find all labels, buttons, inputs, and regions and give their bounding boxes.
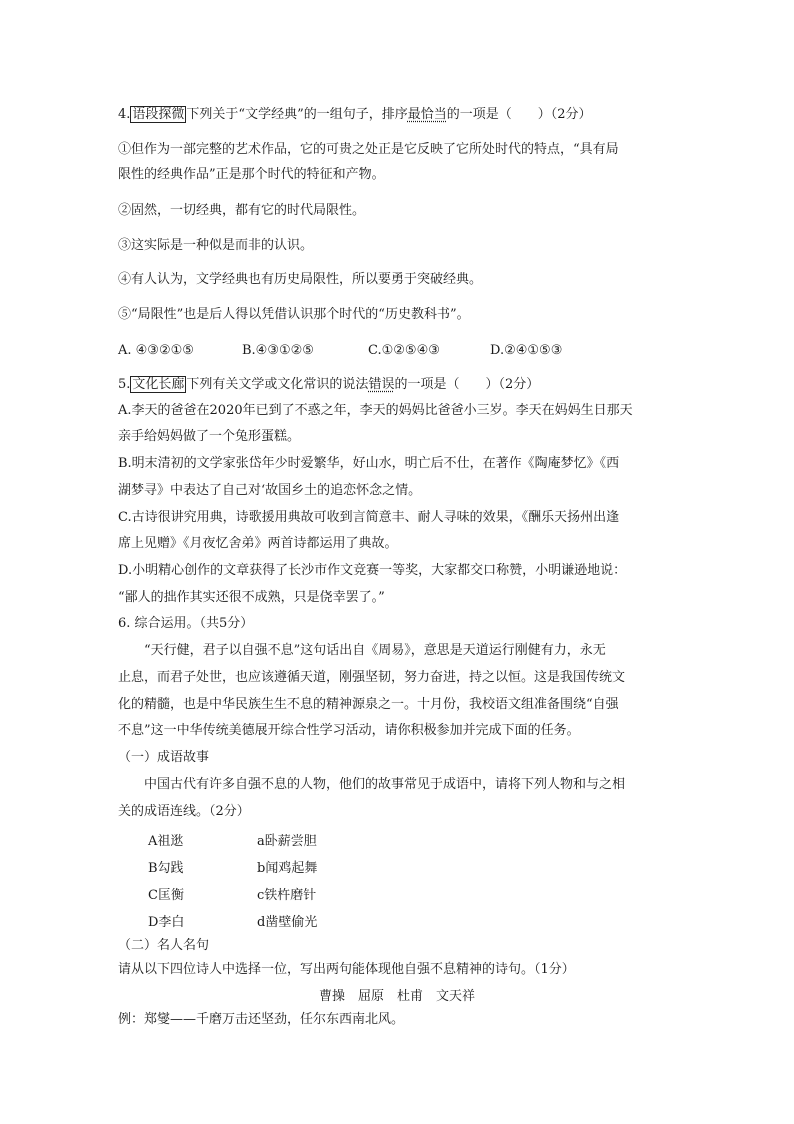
q5-option-b-line-1: B.明末清初的文学家张岱年少时爱繁华，好山水，明亡后不仕，在著作《陶庵梦忆》《西	[118, 456, 620, 471]
q6-paragraph-line-2: 止息，而君子处世，也应该遵循天道，刚强坚韧，努力奋进，持之以恒。这是我国传统文	[118, 670, 626, 685]
person-item: A祖逖	[148, 834, 184, 849]
q5-stem-emphasis: 错误	[368, 377, 395, 392]
q4-option-d: D.②④①⑤③	[490, 343, 563, 358]
q6-paragraph-line-3: 化的精髓，也是中华民族生生不息的精神源泉之一。十月份，我校语文组准备围绕“自强	[118, 697, 619, 712]
q6-paragraph-line-4: 不息”这一中华传统美德展开综合性学习活动，请你积极参加并完成下面的任务。	[118, 723, 580, 738]
q5-option-b-line-2: 湖梦寻》中表达了自己对‘故国乡土的追恋怀念之情。	[118, 483, 422, 498]
q4-stem-b: 的一项是（ ）（2分）	[446, 107, 592, 122]
q4-option-b: B.④③①②⑤	[242, 343, 314, 358]
q5-option-a-line-2: 亲手给妈妈做了一个兔形蛋糕。	[118, 429, 301, 444]
q4-sentence-1-line-1: ①但作为一部完整的艺术作品，它的可贵之处正是它反映了它所处时代的特点，“具有局	[118, 142, 619, 157]
poet-list: 曹操 屈原 杜甫 文天祥	[318, 989, 475, 1004]
q4-options	[118, 342, 584, 360]
idiom-item: a卧薪尝胆	[257, 834, 317, 849]
q4-sentence-4: ④有人认为，文学经典也有历史局限性，所以要勇于突破经典。	[118, 272, 483, 287]
q5-stem	[118, 376, 539, 394]
q4-option-c: C.①②⑤④③	[368, 343, 440, 358]
person-item: C匡衡	[148, 888, 184, 903]
idiom-item: c铁杵磨针	[257, 888, 317, 903]
q6-subsection-2-instruction: 请从以下四位诗人中选择一位，写出两句能体现他自强不息精神的诗句。（1分）	[118, 962, 575, 977]
idiom-item: d凿壁偷光	[257, 915, 318, 930]
q4-number: 4.	[118, 107, 131, 122]
q4-option-a: A. ④③②①⑤	[118, 343, 194, 358]
q5-stem-a: 下列有关文学或文化常识的说法	[186, 377, 369, 392]
q6-subsection-2-title: （二）名人名句	[118, 938, 210, 953]
idiom-item: b闻鸡起舞	[257, 861, 318, 876]
q4-stem-emphasis: 最恰当	[407, 107, 447, 122]
person-item: B勾践	[148, 861, 184, 876]
q4-tag: 语段探微	[132, 107, 185, 122]
q6-title: 6. 综合运用。（共5分）	[118, 616, 254, 631]
q5-option-d-line-1: D.小明精心创作的文章获得了长沙市作文竞赛一等奖，大家都交口称赞，小明谦逊地说：	[118, 563, 627, 578]
q4-stem	[118, 106, 592, 124]
q5-option-a-line-1: A.李天的爸爸在2020年已到了不惑之年，李天的妈妈比爸爸小三岁。李天在妈妈生日那天	[118, 403, 633, 418]
q5-option-c-line-2: 席上见赠》《月夜忆舍弟》两首诗都运用了典故。	[118, 536, 398, 551]
q4-sentence-1-line-2: 限性的经典作品”正是那个时代的特征和产物。	[118, 167, 385, 182]
q6-paragraph-line-1: “天行健，君子以自强不息”这句话出自《周易》，意思是天道运行刚健有力，永无	[144, 643, 606, 658]
q4-sentence-3: ③这实际是一种似是而非的认识。	[118, 238, 314, 253]
person-item: D李白	[148, 915, 185, 930]
q6-example: 例：郑燮——千磨万击还坚劲，任尔东西南北风。	[118, 1012, 405, 1027]
q5-number: 5.	[118, 377, 131, 392]
q4-sentence-2: ②固然，一切经典，都有它的时代局限性。	[118, 203, 366, 218]
q4-sentence-5: ⑤“局限性”也是后人得以凭借认识那个时代的“历史教科书”。	[118, 307, 470, 322]
q5-stem-b: 的一项是（ ）（2分）	[394, 377, 540, 392]
q6-subsection-1-line-2: 关的成语连线。（2分）	[118, 804, 250, 819]
q5-option-d-line-2: “鄙人的拙作其实还很不成熟，只是侥幸罢了。”	[118, 590, 385, 605]
q6-subsection-1-title: （一）成语故事	[118, 750, 210, 765]
q4-stem-a: 下列关于“文学经典”的一组句子，排序	[186, 107, 408, 122]
q5-tag: 文化长廊	[132, 377, 185, 392]
q5-option-c-line-1: C.古诗很讲究用典，诗歌援用典故可收到言简意丰、耐人寻味的效果，《酬乐天扬州出逢	[118, 510, 620, 525]
q6-subsection-1-line-1: 中国古代有许多自强不息的人物，他们的故事常见于成语中，请将下列人物和与之相	[144, 777, 626, 792]
